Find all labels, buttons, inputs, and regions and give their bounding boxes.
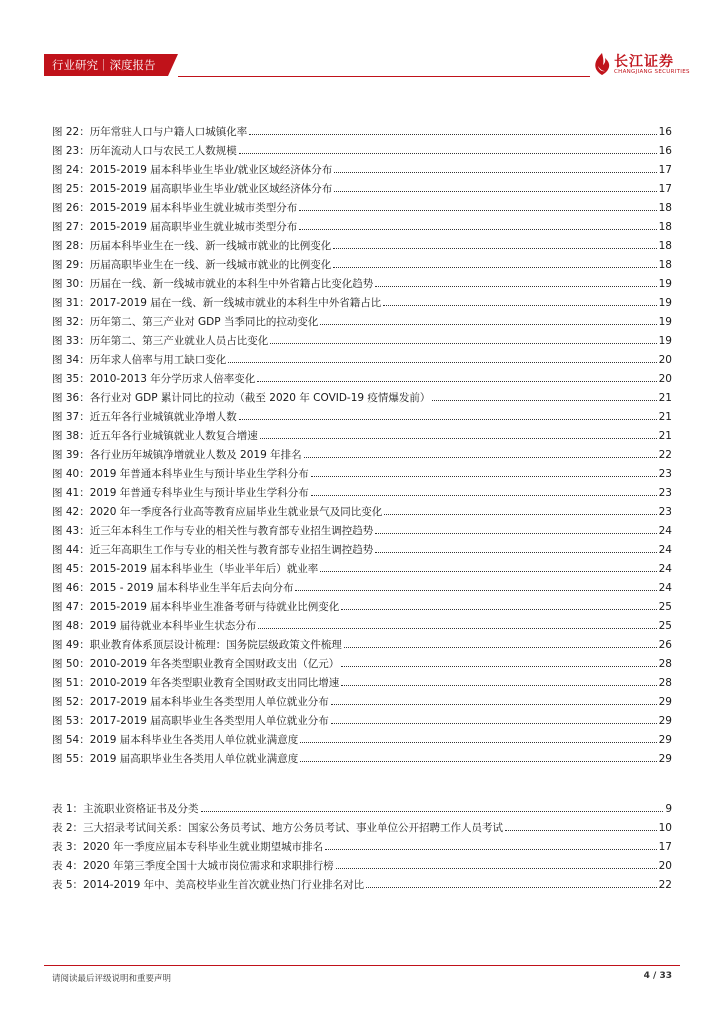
toc-entry-page: 22 xyxy=(658,449,672,461)
toc-entry-page: 19 xyxy=(658,316,672,328)
toc-entry-page: 29 xyxy=(658,734,672,746)
toc-entry-label: 图 28：历届本科毕业生在一线、新一线城市就业的比例变化 xyxy=(52,240,332,252)
toc-entry-label: 图 50：2010-2019 年各类型职业教育全国财政支出（亿元） xyxy=(52,658,340,670)
toc-entry-page: 24 xyxy=(658,563,672,575)
logo-flame-icon xyxy=(592,52,612,76)
figure-toc-row[interactable] xyxy=(52,238,672,257)
dot-leader xyxy=(304,448,657,458)
toc-entry-label: 图 29：历届高职毕业生在一线、新一线城市就业的比例变化 xyxy=(52,259,332,271)
toc-entry-label: 图 41：2019 年普通专科毕业生与预计毕业生学科分布 xyxy=(52,487,309,499)
figure-toc-row[interactable] xyxy=(52,219,672,238)
toc-entry-page: 19 xyxy=(658,278,672,290)
toc-entry-page: 24 xyxy=(658,544,672,556)
toc-entry-label: 图 31：2017-2019 届在一线、新一线城市就业的本科生中外省籍占比 xyxy=(52,297,382,309)
dot-leader xyxy=(334,163,656,173)
table-index xyxy=(52,801,672,896)
figure-toc-row[interactable] xyxy=(52,675,672,694)
toc-entry-page: 29 xyxy=(658,715,672,727)
toc-entry-page: 24 xyxy=(658,525,672,537)
dot-leader xyxy=(375,524,656,534)
dot-leader xyxy=(258,619,656,629)
toc-entry-label: 图 36：各行业对 GDP 累计同比的拉动（截至 2020 年 COVID-19 疫情爆发前） xyxy=(52,392,431,404)
figure-toc-row[interactable] xyxy=(52,276,672,295)
toc-entry-page: 17 xyxy=(658,841,672,853)
toc-entry-label: 图 34：历年求人倍率与用工缺口变化 xyxy=(52,354,227,366)
figure-toc-row[interactable] xyxy=(52,485,672,504)
toc-entry-label: 表 3：2020 年一季度应届本专科毕业生就业期望城市排名 xyxy=(52,841,324,853)
dot-leader xyxy=(239,144,657,154)
table-toc-row[interactable] xyxy=(52,877,672,896)
dot-leader xyxy=(333,239,656,249)
toc-entry-page: 18 xyxy=(658,259,672,271)
toc-entry-label: 图 40：2019 年普通本科毕业生与预计毕业生学科分布 xyxy=(52,468,309,480)
toc-entry-label: 图 52：2017-2019 届本科毕业生各类型用人单位就业分布 xyxy=(52,696,329,708)
dot-leader xyxy=(341,676,656,686)
toc-entry-page: 24 xyxy=(658,582,672,594)
figure-toc-row[interactable] xyxy=(52,523,672,542)
toc-entry-page: 20 xyxy=(658,373,672,385)
toc-entry-page: 22 xyxy=(658,879,672,891)
toc-entry-label: 图 37：近五年各行业城镇就业净增人数 xyxy=(52,411,237,423)
table-toc-row[interactable] xyxy=(52,820,672,839)
figure-toc-row[interactable] xyxy=(52,447,672,466)
toc-entry-label: 图 42：2020 年一季度各行业高等教育应届毕业生就业景气及同比变化 xyxy=(52,506,383,518)
table-toc-row[interactable] xyxy=(52,839,672,858)
dot-leader xyxy=(341,600,656,610)
toc-entry-label: 图 23：历年流动人口与农民工人数规模 xyxy=(52,145,237,157)
dot-leader xyxy=(375,277,656,287)
dot-leader xyxy=(249,125,656,135)
figure-toc-row[interactable] xyxy=(52,181,672,200)
figure-toc-row[interactable] xyxy=(52,466,672,485)
dot-leader xyxy=(300,752,656,762)
toc-entry-label: 表 5：2014-2019 年中、美高校毕业生首次就业热门行业排名对比 xyxy=(52,879,365,891)
figure-toc-row[interactable] xyxy=(52,561,672,580)
figure-toc-row[interactable] xyxy=(52,143,672,162)
toc-entry-label: 图 24：2015-2019 届本科毕业生毕业/就业区域经济体分布 xyxy=(52,164,333,176)
toc-entry-page: 28 xyxy=(658,677,672,689)
figure-toc-row[interactable] xyxy=(52,314,672,333)
figure-toc-row[interactable] xyxy=(52,428,672,447)
toc-entry-label: 图 45：2015-2019 届本科毕业生（毕业半年后）就业率 xyxy=(52,563,319,575)
toc-entry-page: 18 xyxy=(658,240,672,252)
dot-leader xyxy=(331,695,657,705)
toc-entry-page: 21 xyxy=(658,411,672,423)
toc-entry-label: 图 51：2010-2019 年各类型职业教育全国财政支出同比增速 xyxy=(52,677,340,689)
toc-entry-label: 表 4：2020 年第三季度全国十大城市岗位需求和求职排行榜 xyxy=(52,860,334,872)
toc-entry-page: 16 xyxy=(658,126,672,138)
figure-toc-row[interactable] xyxy=(52,295,672,314)
figure-toc-row[interactable] xyxy=(52,542,672,561)
toc-entry-page: 10 xyxy=(658,822,672,834)
toc-entry-label: 图 48：2019 届待就业本科毕业生状态分布 xyxy=(52,620,257,632)
toc-entry-label: 图 25：2015-2019 届高职毕业生毕业/就业区域经济体分布 xyxy=(52,183,333,195)
dot-leader xyxy=(344,638,657,648)
dot-leader xyxy=(333,258,656,268)
toc-entry-label: 图 39：各行业历年城镇净增就业人数及 2019 年排名 xyxy=(52,449,302,461)
toc-entry-label: 图 46：2015 - 2019 届本科毕业生半年后去向分布 xyxy=(52,582,294,594)
figure-toc-row[interactable] xyxy=(52,409,672,428)
toc-entry-page: 23 xyxy=(658,506,672,518)
dot-leader xyxy=(334,182,656,192)
toc-entry-page: 25 xyxy=(658,601,672,613)
dot-leader xyxy=(201,802,664,812)
toc-entry-page: 29 xyxy=(658,696,672,708)
dot-leader xyxy=(384,505,656,515)
footer-disclaimer: 请阅读最后评级说明和重要声明 xyxy=(52,974,172,984)
figure-toc-row[interactable] xyxy=(52,371,672,390)
figure-toc-row[interactable] xyxy=(52,656,672,675)
toc-entry-label: 图 26：2015-2019 届本科毕业生就业城市类型分布 xyxy=(52,202,298,214)
tag-tail-decoration xyxy=(168,54,178,76)
dot-leader xyxy=(336,859,657,869)
figure-toc-row[interactable] xyxy=(52,390,672,409)
dot-leader xyxy=(239,410,657,420)
toc-entry-page: 26 xyxy=(658,639,672,651)
figure-toc-row[interactable] xyxy=(52,732,672,751)
toc-entry-page: 9 xyxy=(665,803,672,815)
toc-entry-page: 29 xyxy=(658,753,672,765)
page-number: 4 / 33 xyxy=(643,971,672,981)
toc-entry-page: 18 xyxy=(658,221,672,233)
figure-toc-row[interactable] xyxy=(52,200,672,219)
toc-entry-page: 21 xyxy=(658,430,672,442)
toc-entry-label: 图 49：职业教育体系顶层设计梳理：国务院层级政策文件梳理 xyxy=(52,639,342,651)
toc-entry-page: 20 xyxy=(658,354,672,366)
page-header xyxy=(0,0,724,90)
dot-leader xyxy=(331,714,657,724)
toc-entry-page: 23 xyxy=(658,487,672,499)
toc-entry-label: 表 2：三大招录考试间关系：国家公务员考试、地方公务员考试、事业单位公开招聘工作人员考试 xyxy=(52,822,504,834)
dot-leader xyxy=(383,296,656,306)
figure-toc-row[interactable] xyxy=(52,352,672,371)
dot-leader xyxy=(228,353,656,363)
toc-entry-label: 图 32：历年第二、第三产业对 GDP 当季同比的拉动变化 xyxy=(52,316,319,328)
header-rule xyxy=(178,76,590,77)
figure-toc-row[interactable] xyxy=(52,637,672,656)
company-logo xyxy=(592,50,690,80)
table-toc-row[interactable] xyxy=(52,801,672,820)
toc-entry-page: 19 xyxy=(658,297,672,309)
figure-toc-row[interactable] xyxy=(52,618,672,637)
logo-subtext: CHANGJIANG SECURITIES xyxy=(614,69,690,75)
figure-toc-row[interactable] xyxy=(52,599,672,618)
toc-entry-page: 28 xyxy=(658,658,672,670)
dot-leader xyxy=(300,733,656,743)
toc-entry-label: 图 44：近三年高职生工作与专业的相关性与教育部专业招生调控趋势 xyxy=(52,544,374,556)
toc-entry-label: 图 53：2017-2019 届高职毕业生各类型用人单位就业分布 xyxy=(52,715,329,727)
toc-entry-label: 表 1：主流职业资格证书及分类 xyxy=(52,803,199,815)
dot-leader xyxy=(311,486,657,496)
toc-entry-page: 23 xyxy=(658,468,672,480)
dot-leader xyxy=(366,878,657,888)
toc-entry-page: 17 xyxy=(658,183,672,195)
figure-toc-row[interactable] xyxy=(52,580,672,599)
toc-entry-page: 16 xyxy=(658,145,672,157)
report-type-tag: 行业研究｜深度报告 xyxy=(44,54,168,76)
toc-entry-page: 25 xyxy=(658,620,672,632)
dot-leader xyxy=(320,562,656,572)
toc-entry-label: 图 38：近五年各行业城镇就业人数复合增速 xyxy=(52,430,258,442)
toc-entry-label: 图 27：2015-2019 届高职毕业生就业城市类型分布 xyxy=(52,221,298,233)
footer-rule xyxy=(44,965,680,966)
dot-leader xyxy=(320,315,656,325)
dot-leader xyxy=(260,429,657,439)
toc-entry-label: 图 55：2019 届高职毕业生各类用人单位就业满意度 xyxy=(52,753,299,765)
figure-toc-row[interactable] xyxy=(52,333,672,352)
toc-entry-page: 19 xyxy=(658,335,672,347)
toc-entry-label: 图 35：2010-2013 年分学历求人倍率变化 xyxy=(52,373,256,385)
dot-leader xyxy=(257,372,656,382)
figure-index xyxy=(52,124,672,770)
toc-entry-page: 20 xyxy=(658,860,672,872)
figure-toc-row[interactable] xyxy=(52,713,672,732)
dot-leader xyxy=(299,220,656,230)
toc-entry-label: 图 33：历年第二、第三产业就业人员占比变化 xyxy=(52,335,269,347)
figure-toc-row[interactable] xyxy=(52,751,672,770)
toc-entry-page: 21 xyxy=(658,392,672,404)
figure-toc-row[interactable] xyxy=(52,694,672,713)
dot-leader xyxy=(375,543,656,553)
dot-leader xyxy=(270,334,656,344)
dot-leader xyxy=(432,391,656,401)
toc-entry-label: 图 22：历年常驻人口与户籍人口城镇化率 xyxy=(52,126,248,138)
dot-leader xyxy=(341,657,656,667)
table-toc-row[interactable] xyxy=(52,858,672,877)
logo-text: 长江证券 xyxy=(614,54,674,70)
dot-leader xyxy=(311,467,657,477)
toc-entry-label: 图 43：近三年本科生工作与专业的相关性与教育部专业招生调控趋势 xyxy=(52,525,374,537)
figure-toc-row[interactable] xyxy=(52,257,672,276)
toc-entry-page: 17 xyxy=(658,164,672,176)
figure-toc-row[interactable] xyxy=(52,124,672,143)
figure-toc-row[interactable] xyxy=(52,504,672,523)
toc-entry-label: 图 47：2015-2019 届本科毕业生准备考研与待就业比例变化 xyxy=(52,601,340,613)
figure-toc-row[interactable] xyxy=(52,162,672,181)
toc-entry-label: 图 54：2019 届本科毕业生各类用人单位就业满意度 xyxy=(52,734,299,746)
toc-entry-page: 18 xyxy=(658,202,672,214)
dot-leader xyxy=(295,581,656,591)
dot-leader xyxy=(325,840,657,850)
toc-entry-label: 图 30：历届在一线、新一线城市就业的本科生中外省籍占比变化趋势 xyxy=(52,278,374,290)
dot-leader xyxy=(505,821,657,831)
dot-leader xyxy=(299,201,656,211)
